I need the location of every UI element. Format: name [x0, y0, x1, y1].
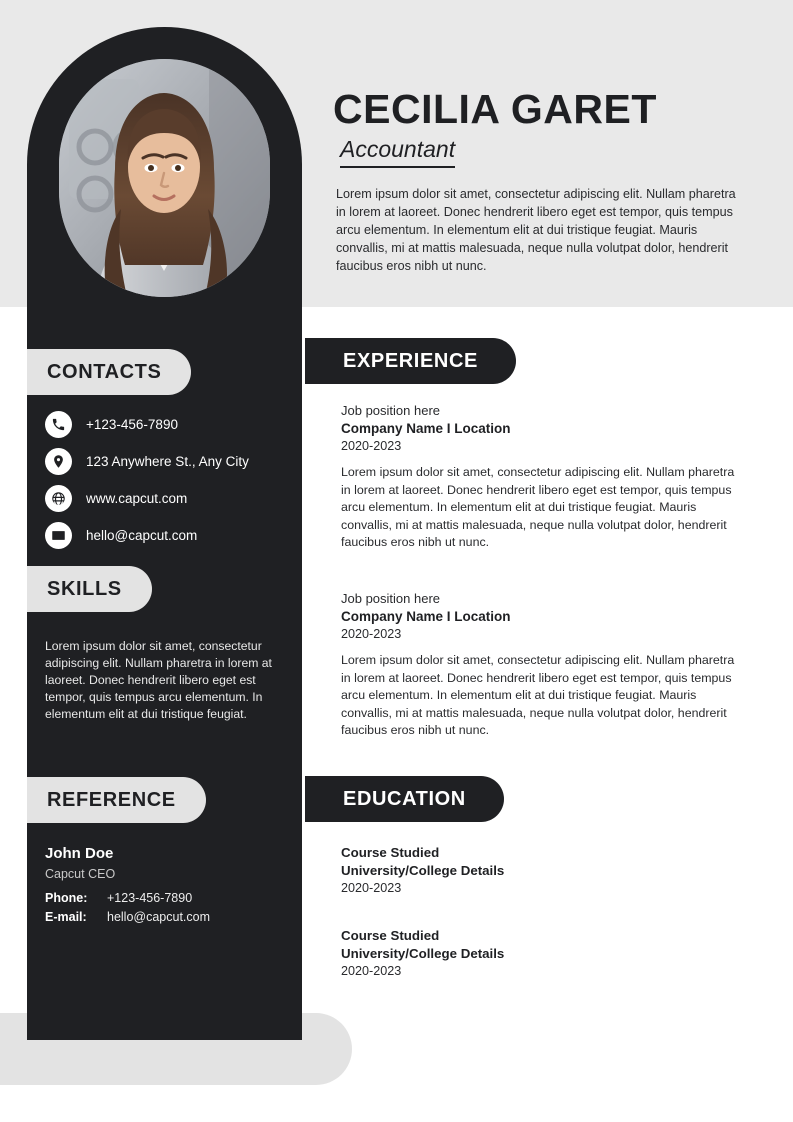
reference-title: Capcut CEO	[45, 867, 116, 881]
list-item[interactable]	[45, 408, 295, 441]
experience-years: 2020-2023	[341, 627, 402, 641]
reference-phone-label: Phone:	[45, 891, 88, 905]
list-item[interactable]	[45, 519, 295, 552]
location-pin-icon	[45, 448, 72, 475]
globe-icon	[45, 485, 72, 512]
experience-position: Job position here	[341, 591, 441, 606]
contact-address: 123 Anywhere St., Any City	[86, 454, 249, 469]
profile-photo	[59, 59, 270, 297]
contact-phone: +123-456-7890	[86, 417, 178, 432]
profile-photo-image	[59, 59, 270, 297]
contact-email: hello@capcut.com	[86, 528, 198, 543]
list-item[interactable]	[45, 445, 295, 478]
experience-company: Company Name I Location	[341, 421, 511, 436]
experience-item-1	[341, 403, 735, 552]
profile-summary: Lorem ipsum dolor sit amet, consectetur adipiscing elit. Nullam pharetra in lorem at laoreet. Donec hendrerit libero eget est tempor, quis tempus arcu elementum. In elementum elit at dui tristique feugiat. Mauris convallis, mi at mattis malesuada, neque nulla volutpat dolor, hendrerit faucibus eros nibh ut nunc.	[336, 187, 736, 273]
page-title: CECILIA GARET	[333, 86, 657, 132]
envelope-icon	[45, 522, 72, 549]
experience-description: Lorem ipsum dolor sit amet, consectetur adipiscing elit. Nullam pharetra in lorem at laoreet. Donec hendrerit libero eget est tempor, quis tempus arcu elementum. In elementum elit at dui tristique feugiat. Mauris convallis, mi at mattis malesuada, neque nulla volutpat dolor, hendrerit faucibus eros nibh ut nunc.	[341, 653, 735, 737]
job-role: Accountant	[340, 136, 455, 168]
education-item-2	[341, 928, 735, 978]
experience-years: 2020-2023	[341, 439, 402, 453]
reference-email-row	[45, 910, 280, 924]
education-course: Course Studied	[341, 928, 440, 943]
section-title-skills: SKILLS	[27, 566, 152, 612]
experience-position: Job position here	[341, 403, 441, 418]
experience-company: Company Name I Location	[341, 609, 511, 624]
reference-block	[45, 845, 280, 929]
education-school: University/College Details	[341, 863, 505, 878]
experience-item-2	[341, 591, 735, 740]
education-school: University/College Details	[341, 946, 505, 961]
reference-email-value: hello@capcut.com	[107, 910, 211, 924]
phone-icon	[45, 411, 72, 438]
section-title-contacts: CONTACTS	[27, 349, 191, 395]
education-years: 2020-2023	[341, 881, 402, 895]
reference-phone-row	[45, 891, 280, 905]
section-title-reference: REFERENCE	[27, 777, 206, 823]
reference-phone-value: +123-456-7890	[107, 891, 193, 905]
section-title-education: EDUCATION	[305, 776, 504, 822]
education-years: 2020-2023	[341, 964, 402, 978]
experience-description: Lorem ipsum dolor sit amet, consectetur adipiscing elit. Nullam pharetra in lorem at laoreet. Donec hendrerit libero eget est tempor, quis tempus arcu elementum. In elementum elit at dui tristique feugiat. Mauris convallis, mi at mattis malesuada, neque nulla volutpat dolor, hendrerit faucibus eros nibh ut nunc.	[341, 465, 735, 549]
reference-email-label: E-mail:	[45, 910, 87, 924]
list-item[interactable]	[45, 482, 295, 515]
education-course: Course Studied	[341, 845, 440, 860]
contact-website: www.capcut.com	[86, 491, 188, 506]
education-item-1	[341, 845, 735, 895]
skills-description: Lorem ipsum dolor sit amet, consectetur adipiscing elit. Nullam pharetra in lorem at laoreet. Donec hendrerit libero eget est tempor, quis tempus arcu elementum. In elementum elit at dui tristique feugiat.	[45, 639, 272, 721]
reference-name: John Doe	[45, 845, 114, 862]
contacts-list	[45, 408, 295, 556]
section-title-experience: EXPERIENCE	[305, 338, 516, 384]
